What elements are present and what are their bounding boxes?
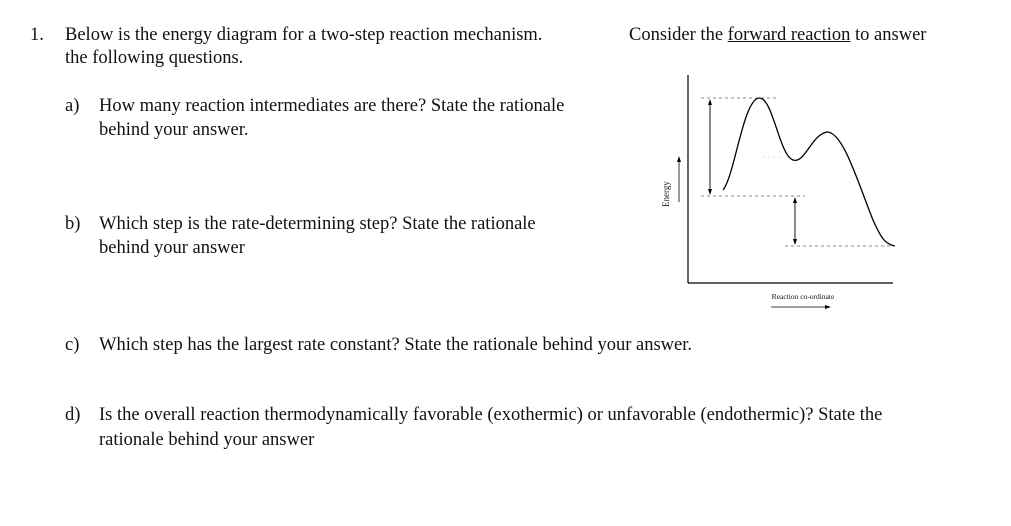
y-axis-label-arrow-head — [677, 156, 681, 162]
part-d-line1: Is the overall reaction thermodynamically favorable (exothermic) or unfavorable (endothermic)? State the — [99, 405, 883, 425]
energy-diagram — [645, 70, 895, 320]
reaction-energy-arrow-head-down — [793, 239, 797, 245]
question-consider — [629, 24, 926, 46]
part-b-line1: Which step is the rate-determining step? State the rationale — [99, 214, 536, 234]
part-a-label: a) — [65, 96, 80, 116]
part-c-label: c) — [65, 335, 80, 355]
forward-reaction-emphasis: forward reaction — [727, 25, 851, 45]
part-d-line2: rationale behind your answer — [99, 430, 315, 450]
question-intro-line2: the following questions. — [65, 48, 244, 68]
consider-prefix: Consider the — [629, 25, 728, 45]
part-b-line2: behind your answer — [99, 238, 245, 258]
consider-suffix: to answer — [850, 25, 927, 45]
activation-energy-arrow-head-down — [708, 189, 712, 195]
x-axis-label-arrow-head — [825, 305, 831, 309]
part-d-label: d) — [65, 405, 81, 425]
reaction-energy-arrow-head-up — [793, 197, 797, 203]
y-axis-label: Energy — [661, 181, 671, 207]
part-a-line1: How many reaction intermediates are there? State the rationale — [99, 96, 565, 116]
question-number: 1. — [30, 25, 44, 45]
part-b-label: b) — [65, 214, 81, 234]
activation-energy-arrow-head-up — [708, 99, 712, 105]
question-intro-line1: Below is the energy diagram for a two-step reaction mechanism. — [65, 25, 543, 45]
x-axis-label: Reaction co-ordinate — [771, 292, 835, 301]
part-a-line2: behind your answer. — [99, 120, 249, 140]
energy-profile-curve — [723, 98, 895, 246]
part-c-line1: Which step has the largest rate constant? State the rationale behind your answer. — [99, 335, 693, 355]
